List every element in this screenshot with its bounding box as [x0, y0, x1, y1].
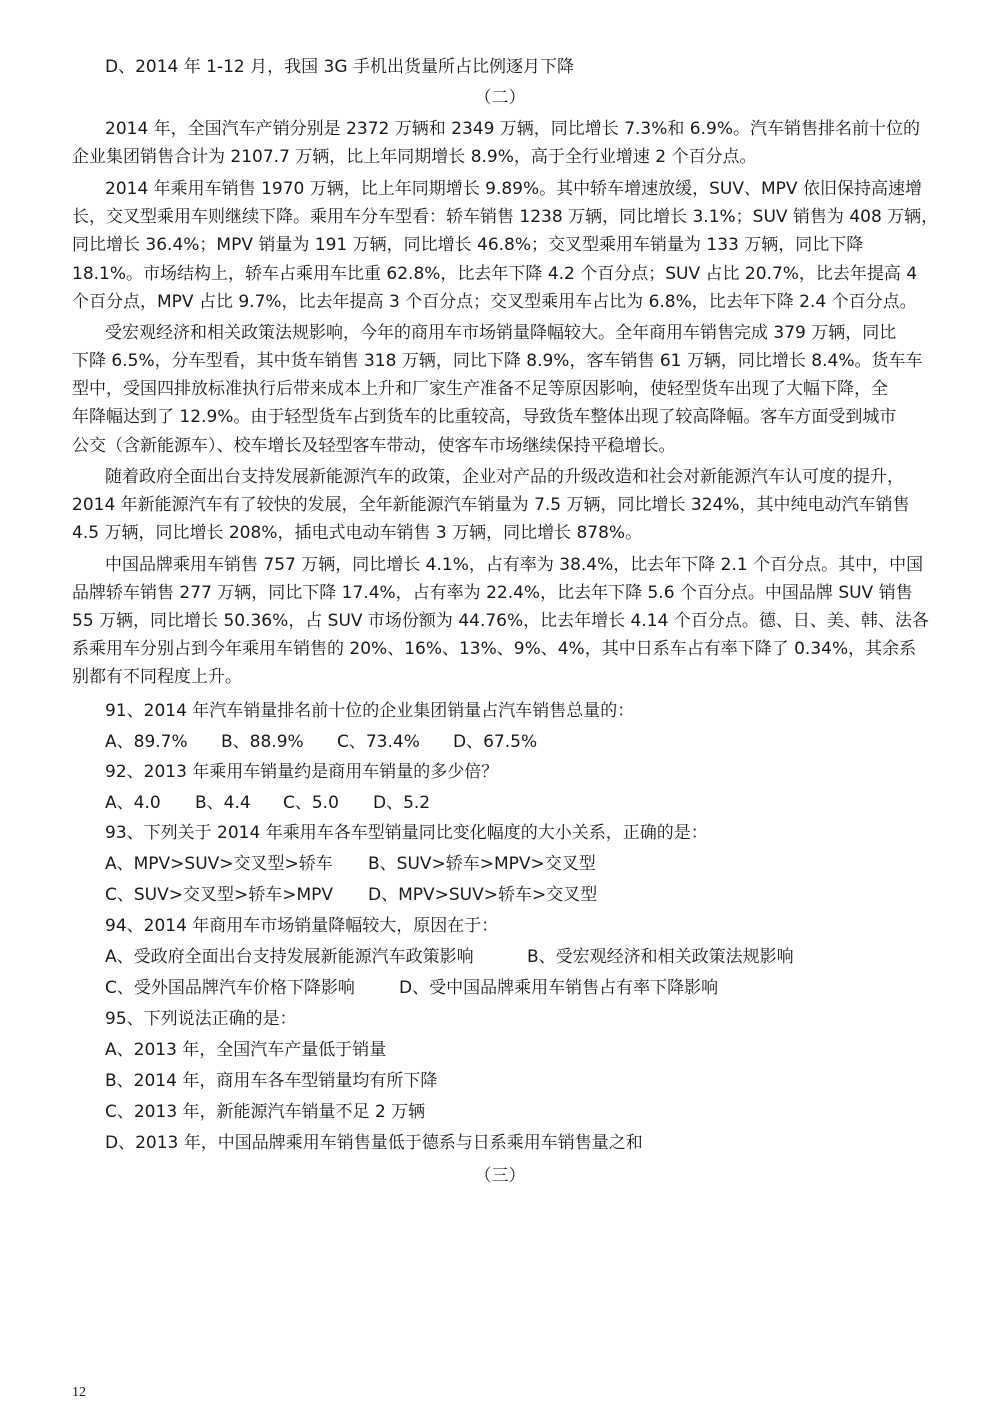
question-94-options-row-2: [105, 977, 961, 999]
passage-p1-line-2: 企业集团销售合计为 2107.7 万辆，比上年同期增长 8.9%，高于全行业增速 2 个百分点。: [72, 147, 757, 167]
passage-p2-line-1: 2014 年乘用车销售 1970 万辆，比上年同期增长 9.89%。其中轿车增速放缓，SUV、MPV 依旧保持高速增: [105, 179, 922, 199]
passage-p5-line-3: 55 万辆，同比增长 50.36%，占 SUV 市场份额为 44.76%，比去年增长 4.14 个百分点。德、日、美、韩、法各: [72, 611, 929, 631]
previous-question-option-d: D、2014 年 1-12 月，我国 3G 手机出货量所占比例逐月下降: [105, 57, 574, 77]
passage-p4-line-3: 4.5 万辆，同比增长 208%，插电式电动车销售 3 万辆，同比增长 878%。: [72, 523, 643, 543]
question-92-option-b[interactable]: B、4.4: [195, 793, 251, 813]
question-93-options-row-2: [105, 884, 961, 906]
passage-p5-line-4: 系乘用车分别占到今年乘用车销售的 20%、16%、13%、9%、4%，其中日系车占有率下降了 0.34%，其余系: [72, 639, 917, 659]
question-91-option-b[interactable]: B、88.9%: [221, 732, 304, 752]
section-header-three: （三）: [474, 1166, 526, 1186]
section-header-two: （二）: [474, 88, 526, 108]
question-94-option-d[interactable]: D、受中国品牌乘用车销售占有率下降影响: [399, 978, 719, 998]
passage-p5-line-1: 中国品牌乘用车销售 757 万辆，同比增长 4.1%，占有率为 38.4%，比去年下降 2.1 个百分点。其中，中国: [105, 555, 924, 575]
question-95-option-c[interactable]: C、2013 年，新能源汽车销量不足 2 万辆: [105, 1102, 426, 1122]
question-94-option-c[interactable]: C、受外国品牌汽车价格下降影响: [105, 978, 355, 998]
question-93-option-c[interactable]: C、SUV>交叉型>轿车>MPV: [105, 885, 334, 905]
passage-p4-line-2: 2014 年新能源汽车有了较快的发展，全年新能源汽车销量为 7.5 万辆，同比增长 324%，其中纯电动汽车销售: [72, 495, 910, 515]
question-91-option-a[interactable]: A、89.7%: [105, 732, 188, 752]
question-91-option-d[interactable]: D、67.5%: [453, 732, 538, 752]
question-92-options: [105, 792, 961, 814]
question-94-options-row-1: [105, 946, 961, 968]
question-93-option-d[interactable]: D、MPV>SUV>轿车>交叉型: [368, 885, 598, 905]
question-91-options: [105, 731, 961, 753]
question-94-option-b[interactable]: B、受宏观经济和相关政策法规影响: [527, 947, 794, 967]
passage-p2-line-3: 同比增长 36.4%；MPV 销量为 191 万辆，同比增长 46.8%；交叉型乘用车销量为 133 万辆，同比下降: [72, 235, 864, 255]
passage-p1-line-1: 2014 年，全国汽车产销分别是 2372 万辆和 2349 万辆，同比增长 7.3%和 6.9%。汽车销售排名前十位的: [105, 119, 920, 139]
question-92-option-a[interactable]: A、4.0: [105, 793, 161, 813]
question-92-option-c[interactable]: C、5.0: [283, 793, 339, 813]
question-92-stem: 92、2013 年乘用车销量约是商用车销量的多少倍？: [105, 762, 499, 782]
question-94-option-a[interactable]: A、受政府全面出台支持发展新能源汽车政策影响: [105, 947, 474, 967]
passage-p2-line-2: 长，交叉型乘用车则继续下降。乘用车分车型看：轿车销售 1238 万辆，同比增长 3.1%；SUV 销售为 408 万辆，: [72, 207, 939, 227]
passage-p5-line-5: 别都有不同程度上升。: [72, 667, 242, 687]
question-95-option-b[interactable]: B、2014 年，商用车各车型销量均有所下降: [105, 1071, 438, 1091]
question-93-option-a[interactable]: A、MPV>SUV>交叉型>轿车: [105, 854, 333, 874]
question-91-option-c[interactable]: C、73.4%: [337, 732, 420, 752]
question-95-option-d[interactable]: D、2013 年，中国品牌乘用车销售量低于德系与日系乘用车销售量之和: [105, 1133, 643, 1153]
passage-p3-line-4: 年降幅达到了 12.9%。由于轻型货车占到货车的比重较高，导致货车整体出现了较高降幅。客车方面受到城市: [72, 407, 897, 427]
question-93-stem: 93、下列关于 2014 年乘用车各车型销量同比变化幅度的大小关系，正确的是：: [105, 823, 708, 843]
passage-p2-line-4: 18.1%。市场结构上，轿车占乘用车比重 62.8%，比去年下降 4.2 个百分点；SUV 占比 20.7%，比去年提高 4: [72, 264, 918, 284]
passage-p3-line-1: 受宏观经济和相关政策法规影响，今年的商用车市场销量降幅较大。全年商用车销售完成 379 万辆，同比: [105, 323, 897, 343]
passage-p3-line-2: 下降 6.5%，分车型看，其中货车销售 318 万辆，同比下降 8.9%，客车销售 61 万辆，同比增长 8.4%。货车车: [72, 351, 923, 371]
question-95-option-a[interactable]: A、2013 年，全国汽车产量低于销量: [105, 1040, 387, 1060]
question-93-option-b[interactable]: B、SUV>轿车>MPV>交叉型: [368, 854, 596, 874]
passage-p4-line-1: 随着政府全面出台支持发展新能源汽车的政策，企业对产品的升级改造和社会对新能源汽车认可度的提升，: [105, 467, 904, 487]
passage-p3-line-3: 型中，受国四排放标准执行后带来成本上升和厂家生产准备不足等原因影响，使轻型货车出现了大幅下降，全: [72, 379, 888, 399]
passage-p2-line-5: 个百分点，MPV 占比 9.7%，比去年提高 3 个百分点；交叉型乘用车占比为 6.8%，比去年下降 2.4 个百分点。: [72, 292, 917, 312]
question-91-stem: 91、2014 年汽车销量排名前十位的企业集团销量占汽车销售总量的：: [105, 701, 635, 721]
question-93-options-row-1: [105, 853, 961, 875]
question-95-stem: 95、下列说法正确的是：: [105, 1009, 297, 1029]
passage-p3-line-5: 公交（含新能源车）、校车增长及轻型客车带动，使客车市场继续保持平稳增长。: [72, 436, 676, 456]
question-92-option-d[interactable]: D、5.2: [373, 793, 431, 813]
passage-p5-line-2: 品牌轿车销售 277 万辆，同比下降 17.4%，占有率为 22.4%，比去年下降 5.6 个百分点。中国品牌 SUV 销售: [72, 583, 913, 603]
page-number: 12: [72, 1385, 86, 1400]
question-94-stem: 94、2014 年商用车市场销量降幅较大，原因在于：: [105, 916, 499, 936]
